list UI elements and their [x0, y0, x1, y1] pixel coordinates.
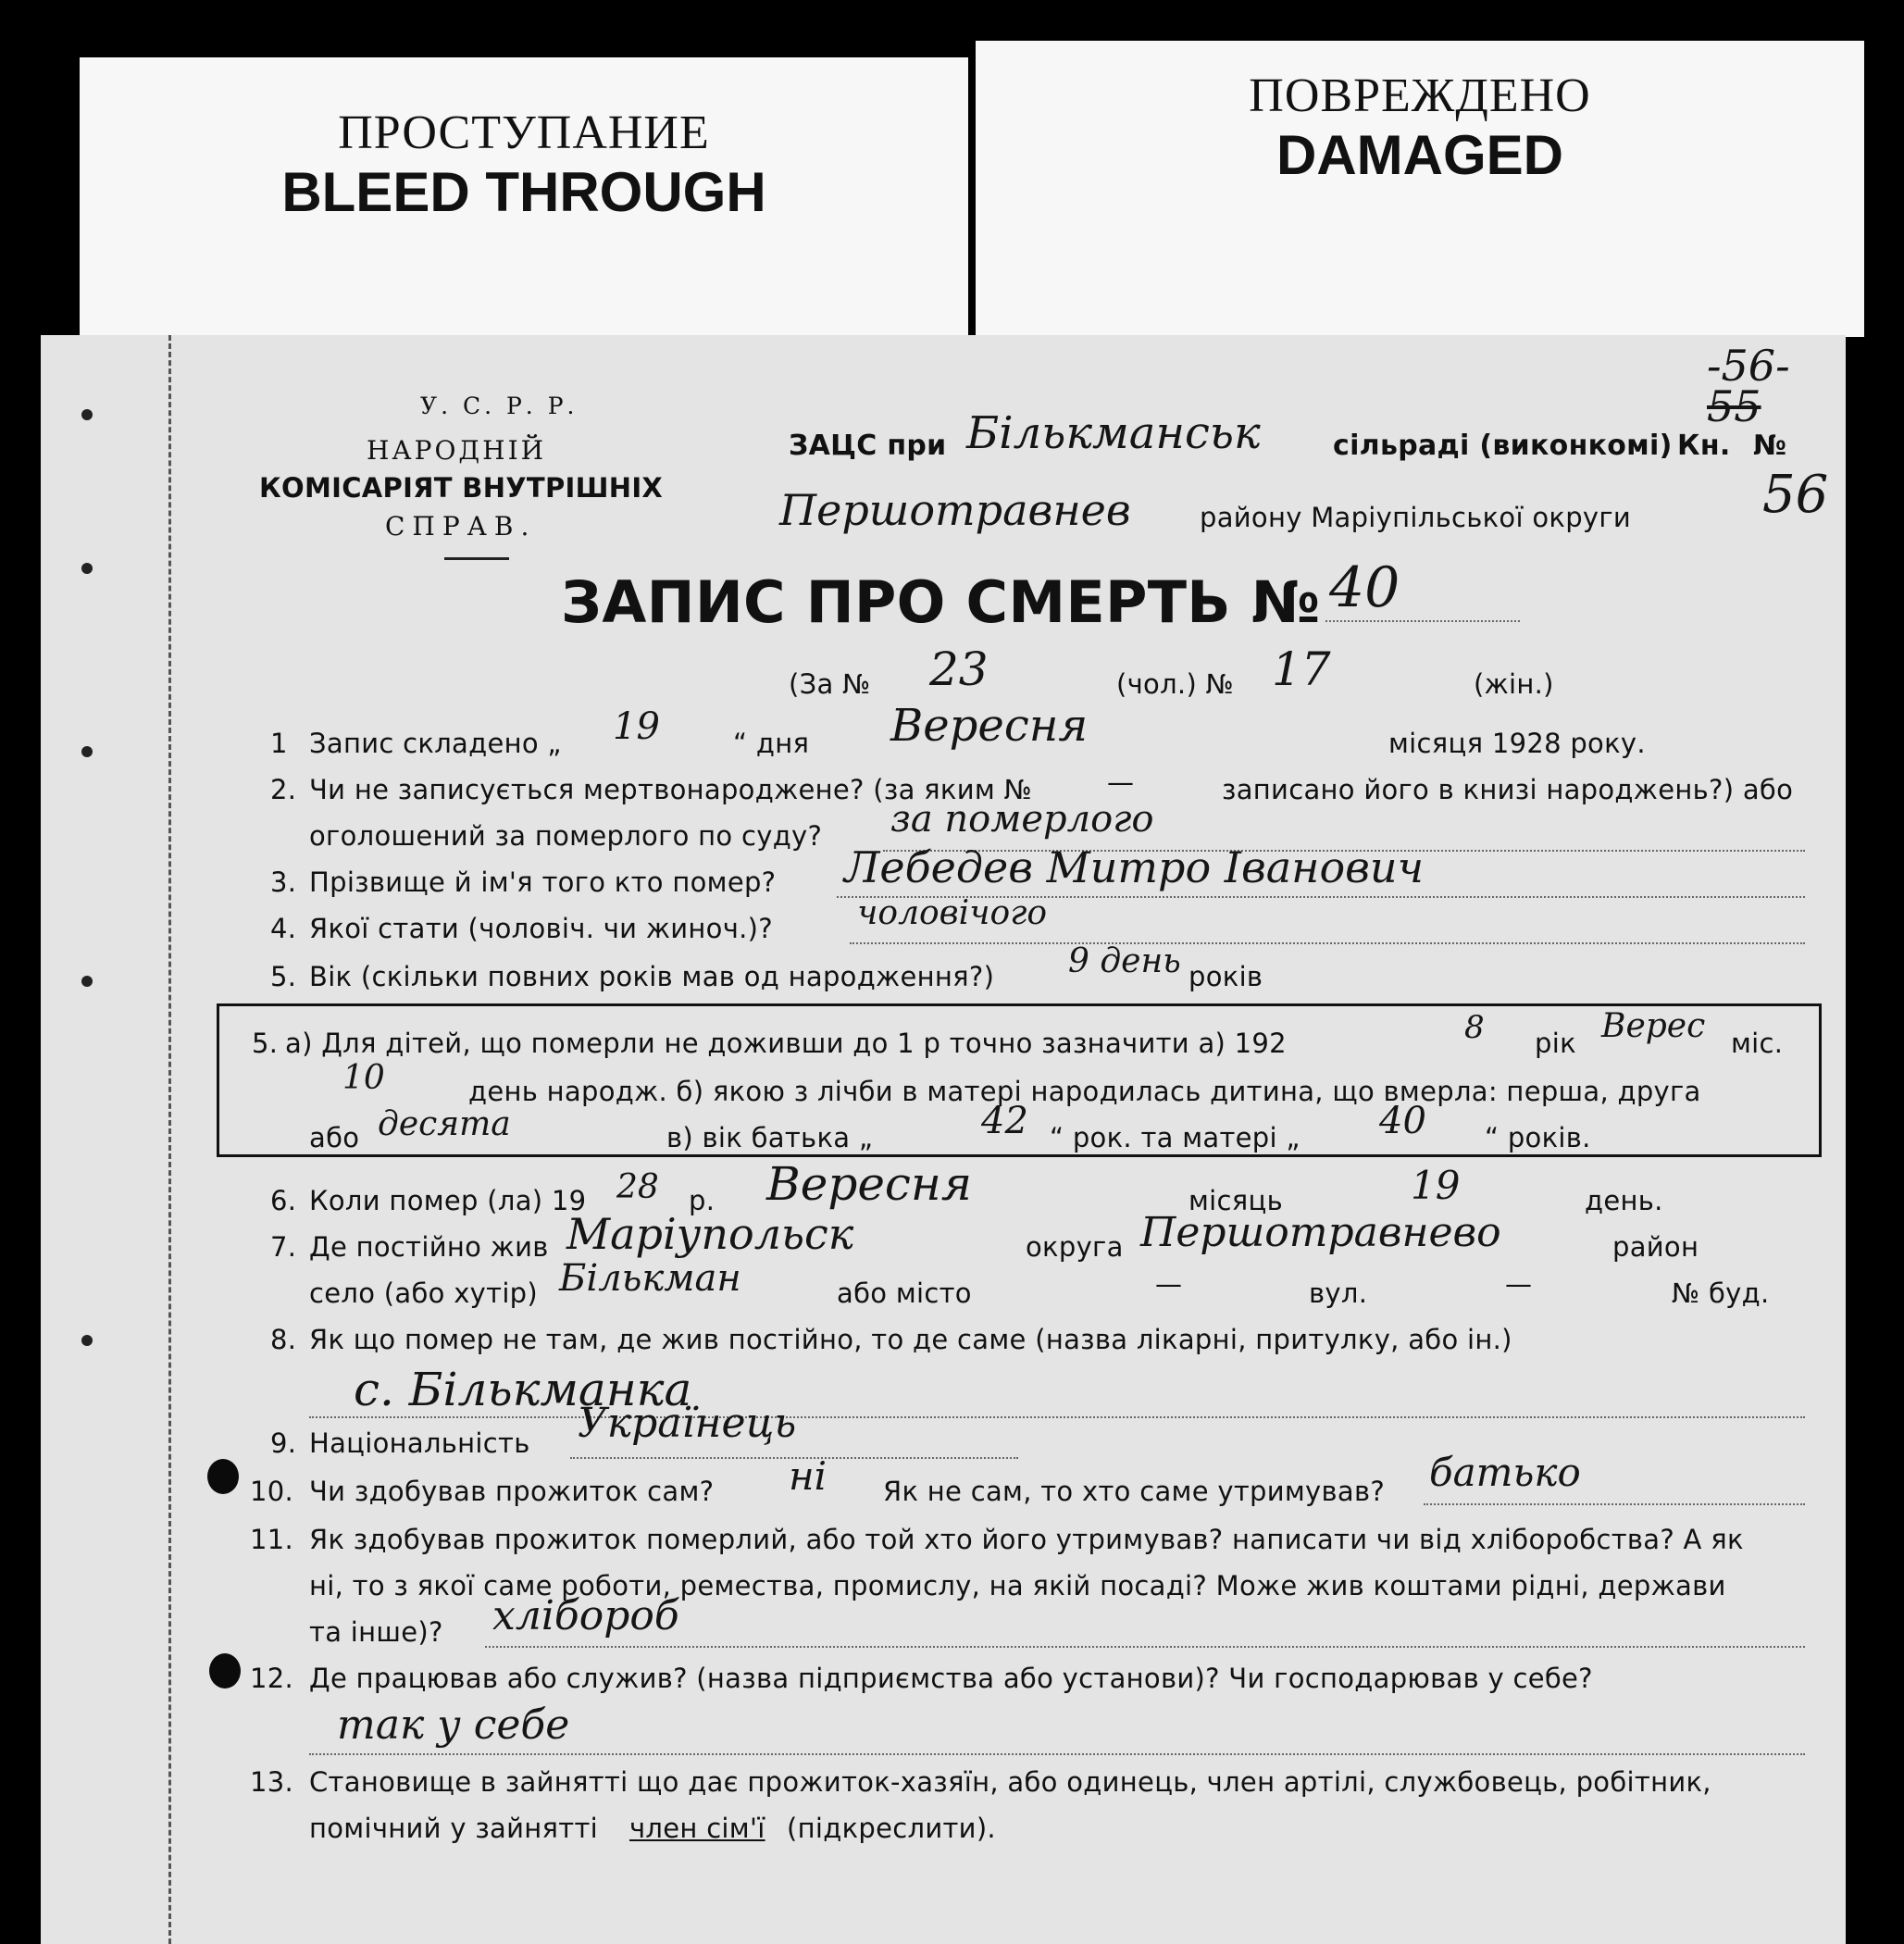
f2-dash: — [1107, 766, 1135, 798]
f13-number: 13. [250, 1766, 294, 1798]
f5a-label-3: або [309, 1122, 360, 1153]
perforation-line [168, 335, 171, 1944]
f3-number: 3. [270, 866, 297, 898]
f6-label: Коли помер (ла) 19 [309, 1185, 587, 1216]
f5a-label-years: “ років. [1485, 1122, 1591, 1153]
f7-label-street: вул. [1309, 1277, 1368, 1309]
f1-month-value: Вересня [890, 700, 1089, 752]
f2-label-3: оголошений за померлого по суду? [309, 820, 823, 852]
f7-label-okrug: округа [1026, 1231, 1124, 1263]
f5-number: 5. [270, 961, 297, 992]
f4-label: Якої стати (чоловіч. чи жиноч.)? [309, 913, 773, 944]
margin-number-2: 55 [1707, 381, 1761, 431]
f11-label-3: та інше)? [309, 1616, 443, 1648]
record-number: 40 [1329, 555, 1400, 620]
f1-label: Запис складено „ [309, 728, 562, 759]
zags-council-value: Бількманськ [966, 407, 1261, 459]
f10-label: Чи здобував прожиток сам? [309, 1476, 715, 1507]
f6-label-month: місяць [1188, 1185, 1283, 1216]
f2-value: за померлого [890, 798, 1154, 841]
punch-hole [81, 746, 93, 757]
f1-number: 1 [270, 728, 288, 759]
f13-underlined-choice: член сім'ї [629, 1813, 765, 1844]
f6-month-value: Вересня [766, 1157, 972, 1211]
f5a-label-mother: “ рок. та матері „ [1050, 1122, 1300, 1153]
f10-label-2: Як не сам, то хто саме утримував? [883, 1476, 1386, 1507]
f13-label-3: (підкреслити). [787, 1813, 996, 1844]
f10-supporter-value: батько [1429, 1450, 1581, 1495]
f5a-number: 5. [252, 1028, 279, 1059]
f10-line [1424, 1503, 1805, 1505]
book-label: Кн. [1677, 430, 1731, 462]
f5a-label-2: день народж. б) якою з лічби в матері народилась дитина, що вмерла: перша, друга [468, 1076, 1701, 1107]
bleed-through-en-label: BLEED THROUGH [281, 161, 766, 223]
punch-hole [81, 1335, 93, 1346]
punch-hole [81, 563, 93, 574]
f12-workplace-value: так у себе [337, 1701, 570, 1749]
death-record-sheet [41, 335, 1846, 1944]
f2-number: 2. [270, 774, 297, 805]
f6-year-value: 28 [616, 1168, 659, 1206]
f5a-father-age-value: 42 [981, 1100, 1028, 1142]
f5a-label: а) Для дітей, що померли не доживши до 1 р точно зазначити а) 192 [285, 1028, 1287, 1059]
commissariat-line-3: СПРАВ. [385, 511, 537, 542]
f1-label-day: “ дня [733, 728, 810, 759]
f6-day-value: 19 [1411, 1163, 1461, 1208]
zags-suffix: сільраді (виконкомі) [1333, 430, 1673, 462]
f5a-birth-month-value: Верес [1601, 1007, 1706, 1045]
f7-number: 7. [270, 1231, 297, 1263]
f11-label: Як здобував прожиток померлий, або той хто його утримував? написати чи від хліборобства? А як [309, 1524, 1744, 1555]
f11-number: 11. [250, 1524, 294, 1555]
f12-label: Де працював або служив? (назва підприємства або установи)? Чи господарював у себе? [309, 1663, 1593, 1694]
f13-label: Становище в зайнятті що дає прожиток-хазяїн, або одинець, член артілі, службовець, робітник, [309, 1766, 1711, 1798]
f6-number: 6. [270, 1185, 297, 1216]
f5a-mother-age-value: 40 [1379, 1100, 1426, 1142]
record-title: ЗАПИС ПРО СМЕРТЬ № [561, 568, 1321, 636]
bleed-through-ru-label: ПРОСТУПАНИЕ [338, 106, 710, 159]
commissariat-line-1: НАРОДНІЙ [367, 435, 547, 466]
f3-label: Прізвище й ім'я того кто помер? [309, 866, 777, 898]
f5a-label-month: міс. [1731, 1028, 1784, 1059]
f9-number: 9. [270, 1427, 297, 1459]
f9-label: Національність [309, 1427, 530, 1459]
record-number-line [1325, 620, 1520, 622]
f10-self-support-value: ні [789, 1453, 828, 1499]
f11-line [485, 1646, 1805, 1648]
subtitle-prefix: (За № [789, 668, 871, 700]
book-number-sign: № [1753, 430, 1787, 462]
header-rule [444, 557, 509, 560]
f7-raion-value: Першотравнево [1140, 1209, 1501, 1256]
f11-label-2: ні, то з якої саме роботи, ремества, промислу, на якій посаді? Може жив коштами рідні, держави [309, 1570, 1726, 1601]
f7-city-value: — [1155, 1268, 1183, 1300]
commissariat-line-2: КОМІСАРІЯТ ВНУТРІШНІХ [259, 472, 664, 504]
f1-label-month: місяця 1928 року. [1388, 728, 1646, 759]
f8-place-value: с. Бількманка [354, 1363, 692, 1416]
f5-label: Вік (скільки повних років мав од народження?) [309, 961, 995, 992]
damaged-en-label: DAMAGED [1276, 124, 1563, 186]
margin-number-3: 56 [1762, 465, 1829, 525]
f8-label: Як що помер не там, де жив постійно, то де саме (назва лікарні, притулку, або ін.) [309, 1324, 1512, 1355]
punch-hole [81, 409, 93, 420]
damaged-ru-label: ПОВРЕЖДЕНО [1249, 69, 1591, 122]
f7-village-value: Бількман [559, 1257, 741, 1300]
f5-label-years: років [1188, 961, 1263, 992]
f7-label-raion: район [1612, 1231, 1699, 1263]
f7-okrug-value: Маріупольск [566, 1209, 854, 1259]
female-count-label: (жін.) [1474, 668, 1554, 700]
ink-blot [209, 1653, 241, 1689]
district-suffix: району Маріупільської округи [1200, 502, 1632, 533]
bleed-through-label-card [80, 57, 968, 335]
f12-line [309, 1753, 1805, 1755]
f7-label-house: № буд. [1672, 1277, 1770, 1309]
damaged-label-card [976, 41, 1864, 337]
f12-number: 12. [250, 1663, 294, 1694]
f10-number: 10. [250, 1476, 294, 1507]
f5-age-value: 9 день [1068, 942, 1181, 980]
male-count-value: 23 [929, 642, 989, 696]
f9-nationality-value: Українець [578, 1400, 797, 1447]
margin-number-1: -56- [1707, 341, 1790, 391]
f4-number: 4. [270, 913, 297, 944]
f4-sex-value: чоловічого [857, 894, 1048, 932]
f13-label-2: помічний у зайнятті [309, 1813, 599, 1844]
f7-street-value: — [1505, 1268, 1533, 1300]
f5a-label-year: рік [1535, 1028, 1576, 1059]
f6-label-day: день. [1585, 1185, 1663, 1216]
zags-prefix: ЗАЦС при [789, 430, 947, 462]
district-value: Першотравнев [779, 485, 1131, 535]
f6-label-year: р. [689, 1185, 716, 1216]
f5a-birth-day-value: 10 [342, 1059, 385, 1097]
f1-day-value: 19 [613, 705, 660, 748]
f8-line [309, 1416, 1805, 1418]
punch-hole [81, 976, 93, 987]
f3-name-value: Лебедев Митро Іванович [844, 842, 1425, 892]
f5a-label-father: в) вік батька „ [666, 1122, 874, 1153]
f11-occupation-value: хлібороб [492, 1592, 679, 1639]
male-count-label: (чол.) № [1116, 668, 1235, 700]
female-count-value: 17 [1272, 642, 1331, 696]
republic-label: У. С. Р. Р. [420, 393, 579, 419]
f2-label: Чи не записується мертвонароджене? (за яким № [309, 774, 1033, 805]
f4-line [850, 942, 1805, 944]
f2-label-2: записано його в книзі народжень?) або [1222, 774, 1794, 805]
ink-blot [207, 1459, 239, 1494]
f7-label: Де постійно жив [309, 1231, 549, 1263]
f7-label-village: село (або хутір) [309, 1277, 539, 1309]
f7-label-city: або місто [837, 1277, 972, 1309]
f5a-birth-order-value: десята [378, 1105, 511, 1143]
f8-number: 8. [270, 1324, 297, 1355]
f5a-birth-year-value: 8 [1464, 1009, 1485, 1046]
